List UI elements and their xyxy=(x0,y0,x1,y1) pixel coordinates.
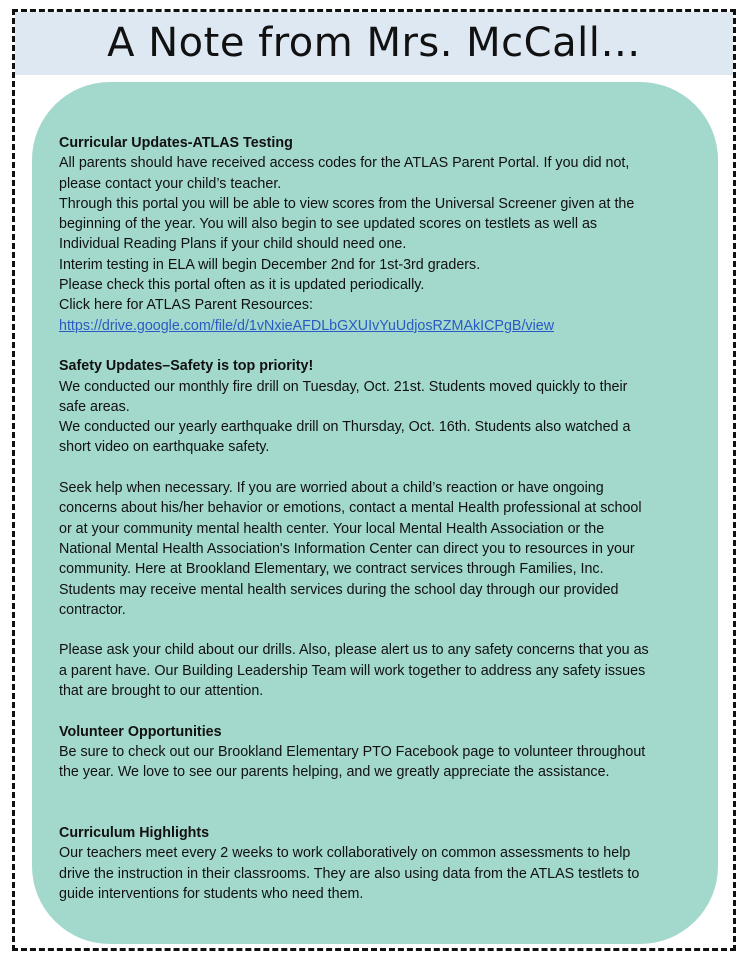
paragraph-line: please contact your child’s teacher. xyxy=(59,175,282,192)
section-heading-volunteer: Volunteer Opportunities xyxy=(59,723,222,740)
paragraph-line: Click here for ATLAS Parent Resources: xyxy=(59,297,314,314)
paragraph-line: guide interventions for students who need them. xyxy=(59,885,364,902)
paragraph-line: concerns about his/her behavior or emotions, contact a mental Health professional at school xyxy=(59,500,642,517)
newsletter-body xyxy=(59,133,709,904)
paragraph-line: Please check this portal often as it is updated periodically. xyxy=(59,277,425,294)
paragraph-line: Interim testing in ELA will begin December 2nd for 1st-3rd graders. xyxy=(59,256,481,273)
paragraph-line: We conducted our yearly earthquake drill on Thursday, Oct. 16th. Students also watched a xyxy=(59,419,631,436)
atlas-resources-link[interactable]: https://drive.google.com/file/d/1vNxieAFDLbGXUIvYuUdjosRZMAkICPgB/view xyxy=(59,317,555,334)
section-heading-safety: Safety Updates–Safety is top priority! xyxy=(59,358,314,375)
paragraph-line: Be sure to check out our Brookland Elementary PTO Facebook page to volunteer throughout xyxy=(59,743,646,760)
spacer xyxy=(59,701,709,721)
spacer xyxy=(59,458,709,478)
paragraph-line: All parents should have received access codes for the ATLAS Parent Portal. If you did not, xyxy=(59,155,630,172)
paragraph-line: the year. We love to see our parents helping, and we greatly appreciate the assistance. xyxy=(59,764,610,781)
paragraph-line: We conducted our monthly fire drill on Tuesday, Oct. 21st. Students moved quickly to their xyxy=(59,378,628,395)
paragraph-line: safe areas. xyxy=(59,398,130,415)
paragraph-line: beginning of the year. You will also begin to see updated scores on testlets as well as xyxy=(59,216,598,233)
paragraph-line: Individual Reading Plans if your child should need one. xyxy=(59,236,407,253)
spacer xyxy=(59,336,709,356)
paragraph-line: a parent have. Our Building Leadership Team will work together to address any safety issues xyxy=(59,662,646,679)
spacer xyxy=(59,620,709,640)
paragraph-line: Please ask your child about our drills. Also, please alert us to any safety concerns that you as xyxy=(59,642,649,659)
paragraph-line: National Mental Health Association's Information Center can direct you to resources in your xyxy=(59,540,635,557)
spacer xyxy=(59,783,709,824)
paragraph-line: Students may receive mental health services during the school day through our provided xyxy=(59,581,619,598)
section-heading-curriculum: Curriculum Highlights xyxy=(59,825,210,842)
page-title: A Note from Mrs. McCall… xyxy=(107,20,641,66)
paragraph-line: short video on earthquake safety. xyxy=(59,439,270,456)
paragraph-line: that are brought to our attention. xyxy=(59,683,264,700)
section-heading-atlas: Curricular Updates-ATLAS Testing xyxy=(59,135,293,151)
paragraph-line: community. Here at Brookland Elementary, we contract services through Families, Inc. xyxy=(59,561,604,578)
paragraph-line: drive the instruction in their classrooms. They are also using data from the ATLAS testlets to xyxy=(59,865,640,882)
paragraph-line: contractor. xyxy=(59,601,126,618)
paragraph-line: Our teachers meet every 2 weeks to work collaboratively on common assessments to help xyxy=(59,845,631,862)
paragraph-line: or at your community mental health center. Your local Mental Health Association or the xyxy=(59,520,605,537)
paragraph-line: Seek help when necessary. If you are worried about a child’s reaction or have ongoing xyxy=(59,480,604,497)
paragraph-line: Through this portal you will be able to view scores from the Universal Screener given at the xyxy=(59,195,635,212)
